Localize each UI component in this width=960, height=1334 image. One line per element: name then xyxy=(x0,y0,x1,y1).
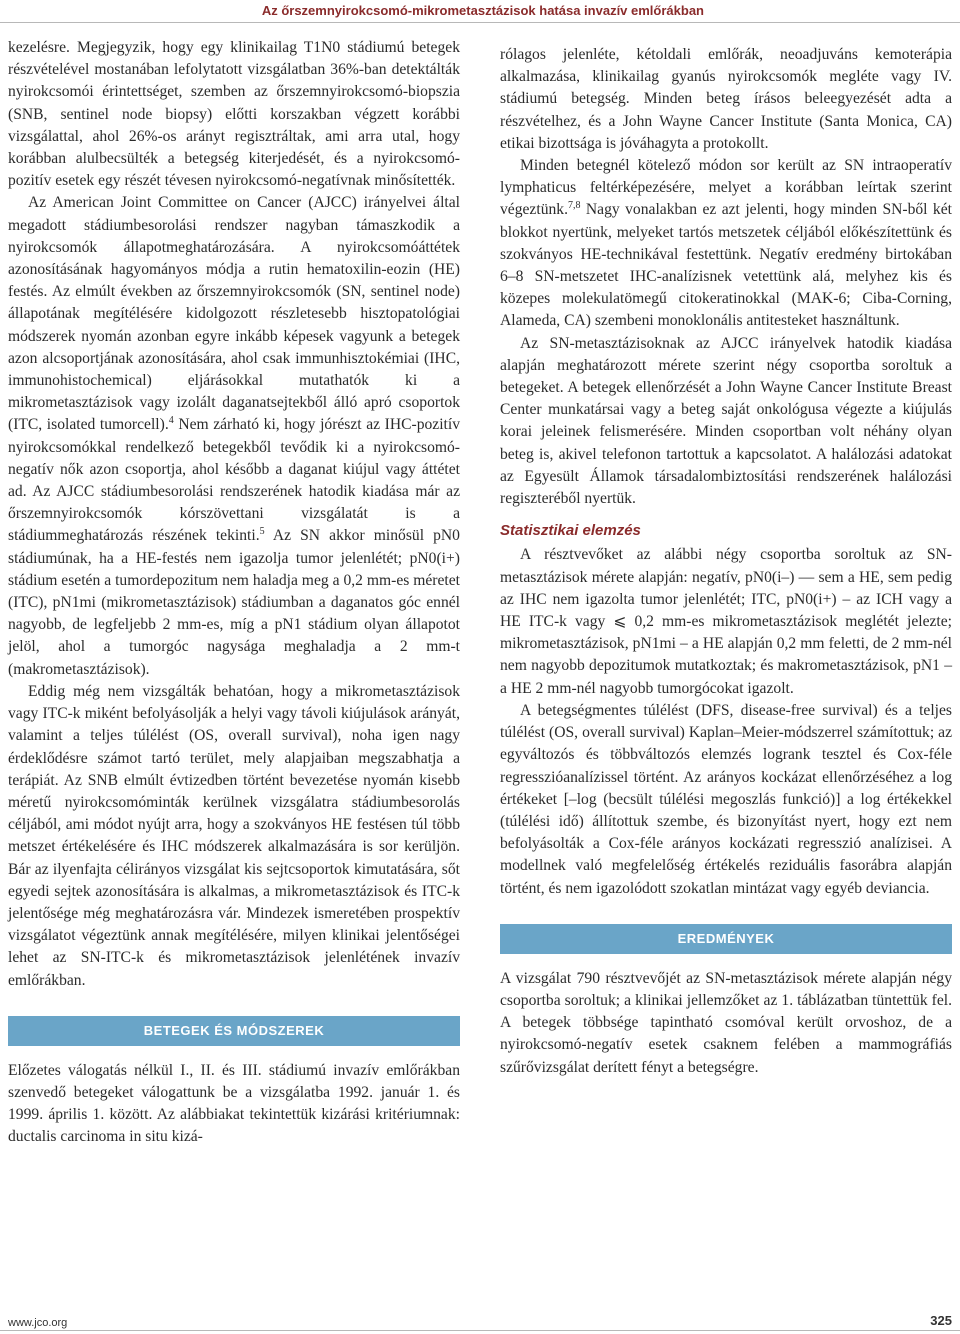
paragraph: A betegségmentes túlélést (DFS, disease-free survival) és a teljes túlélést (OS, overall survival) Kaplan–Meier-módszerrel számítottuk; az egyváltozós és többváltozós elemzés logrank tesztel és Cox-féle regresszióanalízissel történt. Az arányos kockázat ellenőrzéséhez a log értékeket [–log (becsült túlélési megoszlás funkció)] a log értékekkel (túlélési idő) állítottuk szembe, és bizonyítást nyert, hogy ezt nem befolyásolták a Cox-féle arányos kockázati regresszió analízisei. A modellnek való megfelelőség értékelés reziduális fasorábra alapján történt, és nem igazolódott szokatlan mintázat vagy egyéb deviancia. xyxy=(500,701,952,897)
paragraph: Minden betegnél kötelező módon sor került az SN intraoperatív lymphaticus feltérképezésére, melyet a korábban leírtak szerint végeztünk.$^{7,8}$ Nagy vonalakban ez azt jelenti, hogy minden SN-ből két blokkot nyertünk, melyeket tartós metszetek céljából előkészítettünk és szokványos HE-technikával festettünk. Negatív eredmény birtokában 6–8 SN-metszetet IHC-analízisnek vetettünk alá, melyhez kis és közepes molekulatömegű citokeratinokkal (MAK-6; Ciba-Corning, Alameda, CA) szembeni monoklonális antitesteket használtunk. xyxy=(500,157,952,330)
running-header xyxy=(0,0,960,22)
section-heading-results: EREDMÉNYEK xyxy=(500,924,952,954)
paragraph: Eddig még nem vizsgálták behatóan, hogy a mikrometasztázisok vagy ITC-k miként befolyásolják a helyi vagy távoli kiújulások arányát, valamint a teljes túlélést (OS, overall survival), noha igen nagy érdeklődésre számot tartó terület, mely alapjaiban megszabhatja a terápiát. Az SNB elmúlt évtizedben történt bevezetése nyomán kisebb méretű nyirokcsomóminták kerülnek vizsgálatra stádiumbesorolás céljából, ami módot nyújt arra, hogy a szokványos HE festésen túl több metszet értékelésére és IHC módszerek alkalmazására is sor kerüljön. Bár az ilyenfajta célirányos vizsgálat kis sejtcsoportok kimutatására, sőt egyedi sejtek azonosítására is alkalmas, a mikrometasztázisok és ITC-k jelentősége még meghatározásra vár. Mindezek ismeretében prospektív vizsgálatot végeztünk annak megítélésére, milyen klinikai jelentőségei lehet az SN-ITC-k és mikrometasztázisok jelenlétének invazív emlőrákban. xyxy=(8,682,460,989)
section-heading-methods: BETEGEK ÉS MÓDSZEREK xyxy=(8,1016,460,1046)
footer-rule xyxy=(0,1330,960,1331)
right-column xyxy=(500,44,952,1079)
paragraph: rólagos jelenléte, kétoldali emlőrák, neoadjuváns kemoterápia alkalmazása, klinikailag gyanús nyirokcsomók megléte vagy IV. stádiumú betegség. Minden beteg írásos beleegyezését adta a részvételhez, és a John Wayne Cancer Institute (Santa Monica, CA) etikai bizottsága is jóváhagyta a protokollt. xyxy=(500,46,952,152)
paragraph: A vizsgálat 790 résztvevőjét az SN-metasztázisok mérete alapján négy csoportba soroltuk; a klinikai jellemzőket az 1. táblázatban tüntettük fel. A betegek többsége tapintható csomóval került orvoshoz, de a nyirokcsomó-negatív esetek csaknem felében a mammográfiás szűrővizsgálat derített fényt a betegségre. xyxy=(500,969,952,1076)
paragraph: A résztvevőket az alábbi négy csoportba soroltuk az SN-metasztázisok mérete alapján: negatív, pN0(i–) — sem a HE, sem pedig az IHC nem igazolta tumor jelenlétét; ITC, pN0(i+) – az ICH vagy a HE ITC-k vagy ⩽ 0,2 mm-es mikrometasztázisok meglétét jelezte; mikrometasztázisok, pN1mi – a HE alapján 0,2 mm feletti, de 2 mm-nél nem nagyobb depozitumok mutatkoztak; és makrometasztázisok, pN1 – a HE 2 mm-nél nagyobb tumorgócokat igazolt. xyxy=(500,546,952,697)
header-rule xyxy=(0,22,960,23)
citation-superscript: 7,8 xyxy=(567,200,581,212)
page-number: 325 xyxy=(930,1313,952,1328)
citation-superscript: 4 xyxy=(168,415,174,427)
running-title: Az őrszemnyirokcsomó-mikrometasztázisok hatása invazív emlőrákban xyxy=(261,3,704,18)
citation-superscript: 5 xyxy=(259,526,265,538)
subheading-statistics: Statisztikai elemzés xyxy=(500,522,641,540)
paragraph: Az SN-metasztázisoknak az AJCC irányelvek hatodik kiadása alapján meghatározott mérete szerint négy csoportba soroltuk a betegeket. A betegek ellenőrzését a John Wayne Cancer Institute Breast Center munkatársai vagy a beteg saját onkológusa végezte a kiújulás korai jeleinek felismerésére. Minden csoportban volt néhány olyan beteg is, akivel telefonon tartottuk a kapcsolatot. A halálozási adatokat az Egyesült Államok társadalombiztosítási rendszerének halálozási regiszteréből nyertük. xyxy=(500,334,952,508)
paragraph: Az American Joint Committee on Cancer (AJCC) irányelvei által megadott stádiumbesorolási rendszer nagyban támaszkodik a nyirokcsomók állapotmeghatározására. A nyirokcsomóáttétek azonosításának hagyományos módja a rutin hematoxilin-eozin (HE) festés. Az elmúlt években az őrszemnyirokcsomók (SN, sentinel node) állapotának megítélésére kidolgozott részletesebb hisztopatológiai módszerek nyomán azonban egyre inkább képesek vagyunk a betegek azon alcsoportjának azonosítására, ahol csak immunhisztokémiai (IHC, immunohistochemical) eljárásokkal mutathatók ki a mikrometasztázisok vagy izolált daganatsejtekből álló apró csoportok (ITC, isolated tumorcell).$^4$ Nem zárható ki, hogy jórészt az IHC-pozitív nyirokcsomókkal rendelkező betegekből tevődik ki a nyirokcsomó-negatív nők azon csoportja, ahol később a daganat kiújul vagy áttétet ad. Az AJCC stádiumbesorolási rendszerének hatodik kiadása már az őrszemnyirokcsomók kórszövettani vizsgálatát is a stádiummeghatározás részének tekinti.$^5$ Az SN akkor minősül pN0 stádiumúnak, ha a HE-festés nem igazolja tumor jelenlétét; pN0(i+) stádium esetén a tumordepozitum nem haladja meg a 0,2 mm-es méretet (ITC), pN1mi (mikrometasztázisok) stádiumban a daganatos góc ennél nagyobb, de legfeljebb 2 mm-es, míg a pN1 stádium olyan állapotot jelöl, ahol a tumorgóc nagysága meghaladja a 2 mm-t (makrometasztázisok). xyxy=(8,194,460,678)
footer-url: www.jco.org xyxy=(8,1317,68,1329)
paragraph: Előzetes válogatás nélkül I., II. és III. stádiumú invazív emlőrákban szenvedő betegeket válogattunk be a vizsgálatba 1992. január 1. és 1999. április 1. között. Az alábbiakat tekintettük kizárási kritériumnak: ductalis carcinoma in situ kizá- xyxy=(8,1061,460,1146)
left-column xyxy=(8,37,460,1149)
paragraph: kezelésre. Megjegyzik, hogy egy klinikailag T1N0 stádiumú betegek részvételével mostanában lefolytatott vizsgálatban 36%-ban detektálták nyirokcsomói érintettséget, szemben az őrszemnyirokcsomó-biopszia (SNB, sentinel node biopsy) előtti korszakban végzett korábbi vizsgálattal, ahol 26%-os arányt regisztráltak, ami arra utal, hogy korábban alulbecsülték a betegség kiterjedését, és a nyirokcsomó-pozitív esetek egy részét tévesen nyirokcsomó-negatívnak minősítették. xyxy=(8,39,460,190)
